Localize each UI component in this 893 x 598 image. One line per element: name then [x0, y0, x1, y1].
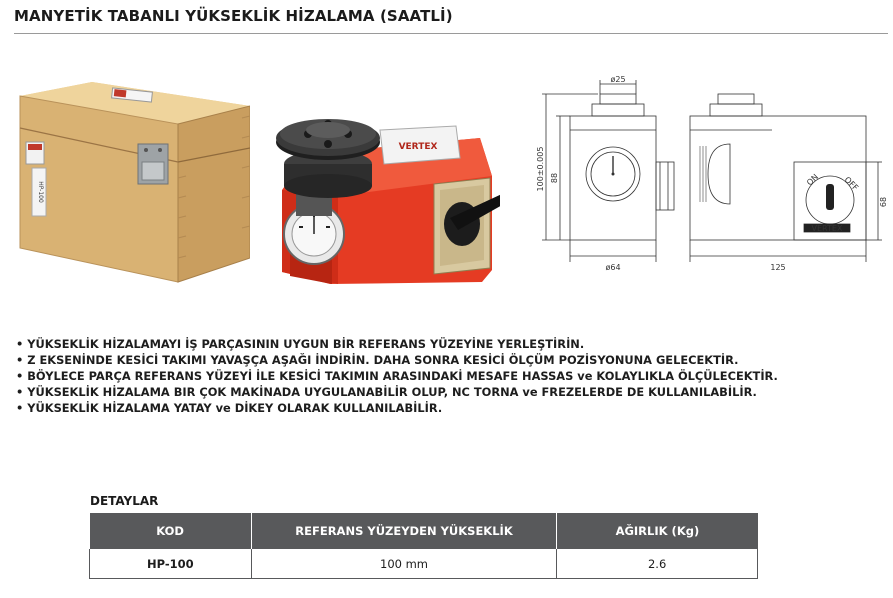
- cell-height: 100 mm: [251, 549, 557, 579]
- dim-bottom-right: 125: [770, 263, 786, 272]
- dim-top: ø25: [610, 75, 626, 84]
- switch-on-label: ON: [805, 172, 821, 188]
- instruction-item: • BÖYLECE PARÇA REFERANS YÜZEYİ İLE KESİCİ TAKIMIN ARASINDAKİ MESAFE HASSAS ve KOLAYLIKLA ÖLÇÜLECEKTİR.: [16, 368, 778, 384]
- dim-88: 88: [550, 172, 559, 184]
- table-row: [90, 549, 758, 579]
- technical-drawing: [532, 74, 892, 274]
- table-header-row: [90, 513, 758, 549]
- instruction-item: • YÜKSEKLİK HİZALAMAYI İŞ PARÇASININ UYGUN BİR REFERANS YÜZEYİNE YERLEŞTİRİN.: [16, 336, 778, 352]
- dim-bottom-left: ø64: [605, 263, 621, 272]
- instruction-list: [16, 336, 778, 416]
- column-header-code: KOD: [90, 513, 252, 549]
- cell-weight: 2.6: [557, 549, 758, 579]
- title-divider: [14, 33, 888, 34]
- instruction-item: • YÜKSEKLİK HİZALAMA YATAY ve DİKEY OLARAK KULLANILABİLİR.: [16, 400, 778, 416]
- box-label: HP-100: [37, 181, 44, 203]
- height-setter-image: [268, 100, 500, 286]
- cell-code: HP-100: [90, 549, 252, 579]
- switch-off-label: OFF: [842, 175, 860, 193]
- column-header-weight: AĞIRLIK (Kg): [557, 513, 758, 549]
- details-heading: DETAYLAR: [90, 494, 159, 508]
- wooden-box-image: [14, 78, 250, 284]
- brand-label: VERTEX: [398, 142, 438, 152]
- instruction-item: • Z EKSENİNDE KESİCİ TAKIMI YAVAŞÇA AŞAĞI İNDİRİN. DAHA SONRA KESİCİ ÖLÇÜM POZİSYONUNA GELECEKTİR.: [16, 352, 778, 368]
- page-title: MANYETİK TABANLI YÜKSEKLİK HİZALAMA (SAATLİ): [14, 7, 453, 25]
- drawing-brand: VERTEX: [811, 224, 843, 233]
- instruction-item: • YÜKSEKLİK HİZALAMA BIR ÇOK MAKİNADA UYGULANABİLİR OLUP, NC TORNA ve FREZELERDE DE KULLANILABİLİR.: [16, 384, 778, 400]
- dim-68: 68: [879, 196, 888, 208]
- dim-height-tol: 100±0.005: [536, 146, 545, 192]
- details-table: [89, 513, 758, 579]
- column-header-height: REFERANS YÜZEYDEN YÜKSEKLİK: [251, 513, 557, 549]
